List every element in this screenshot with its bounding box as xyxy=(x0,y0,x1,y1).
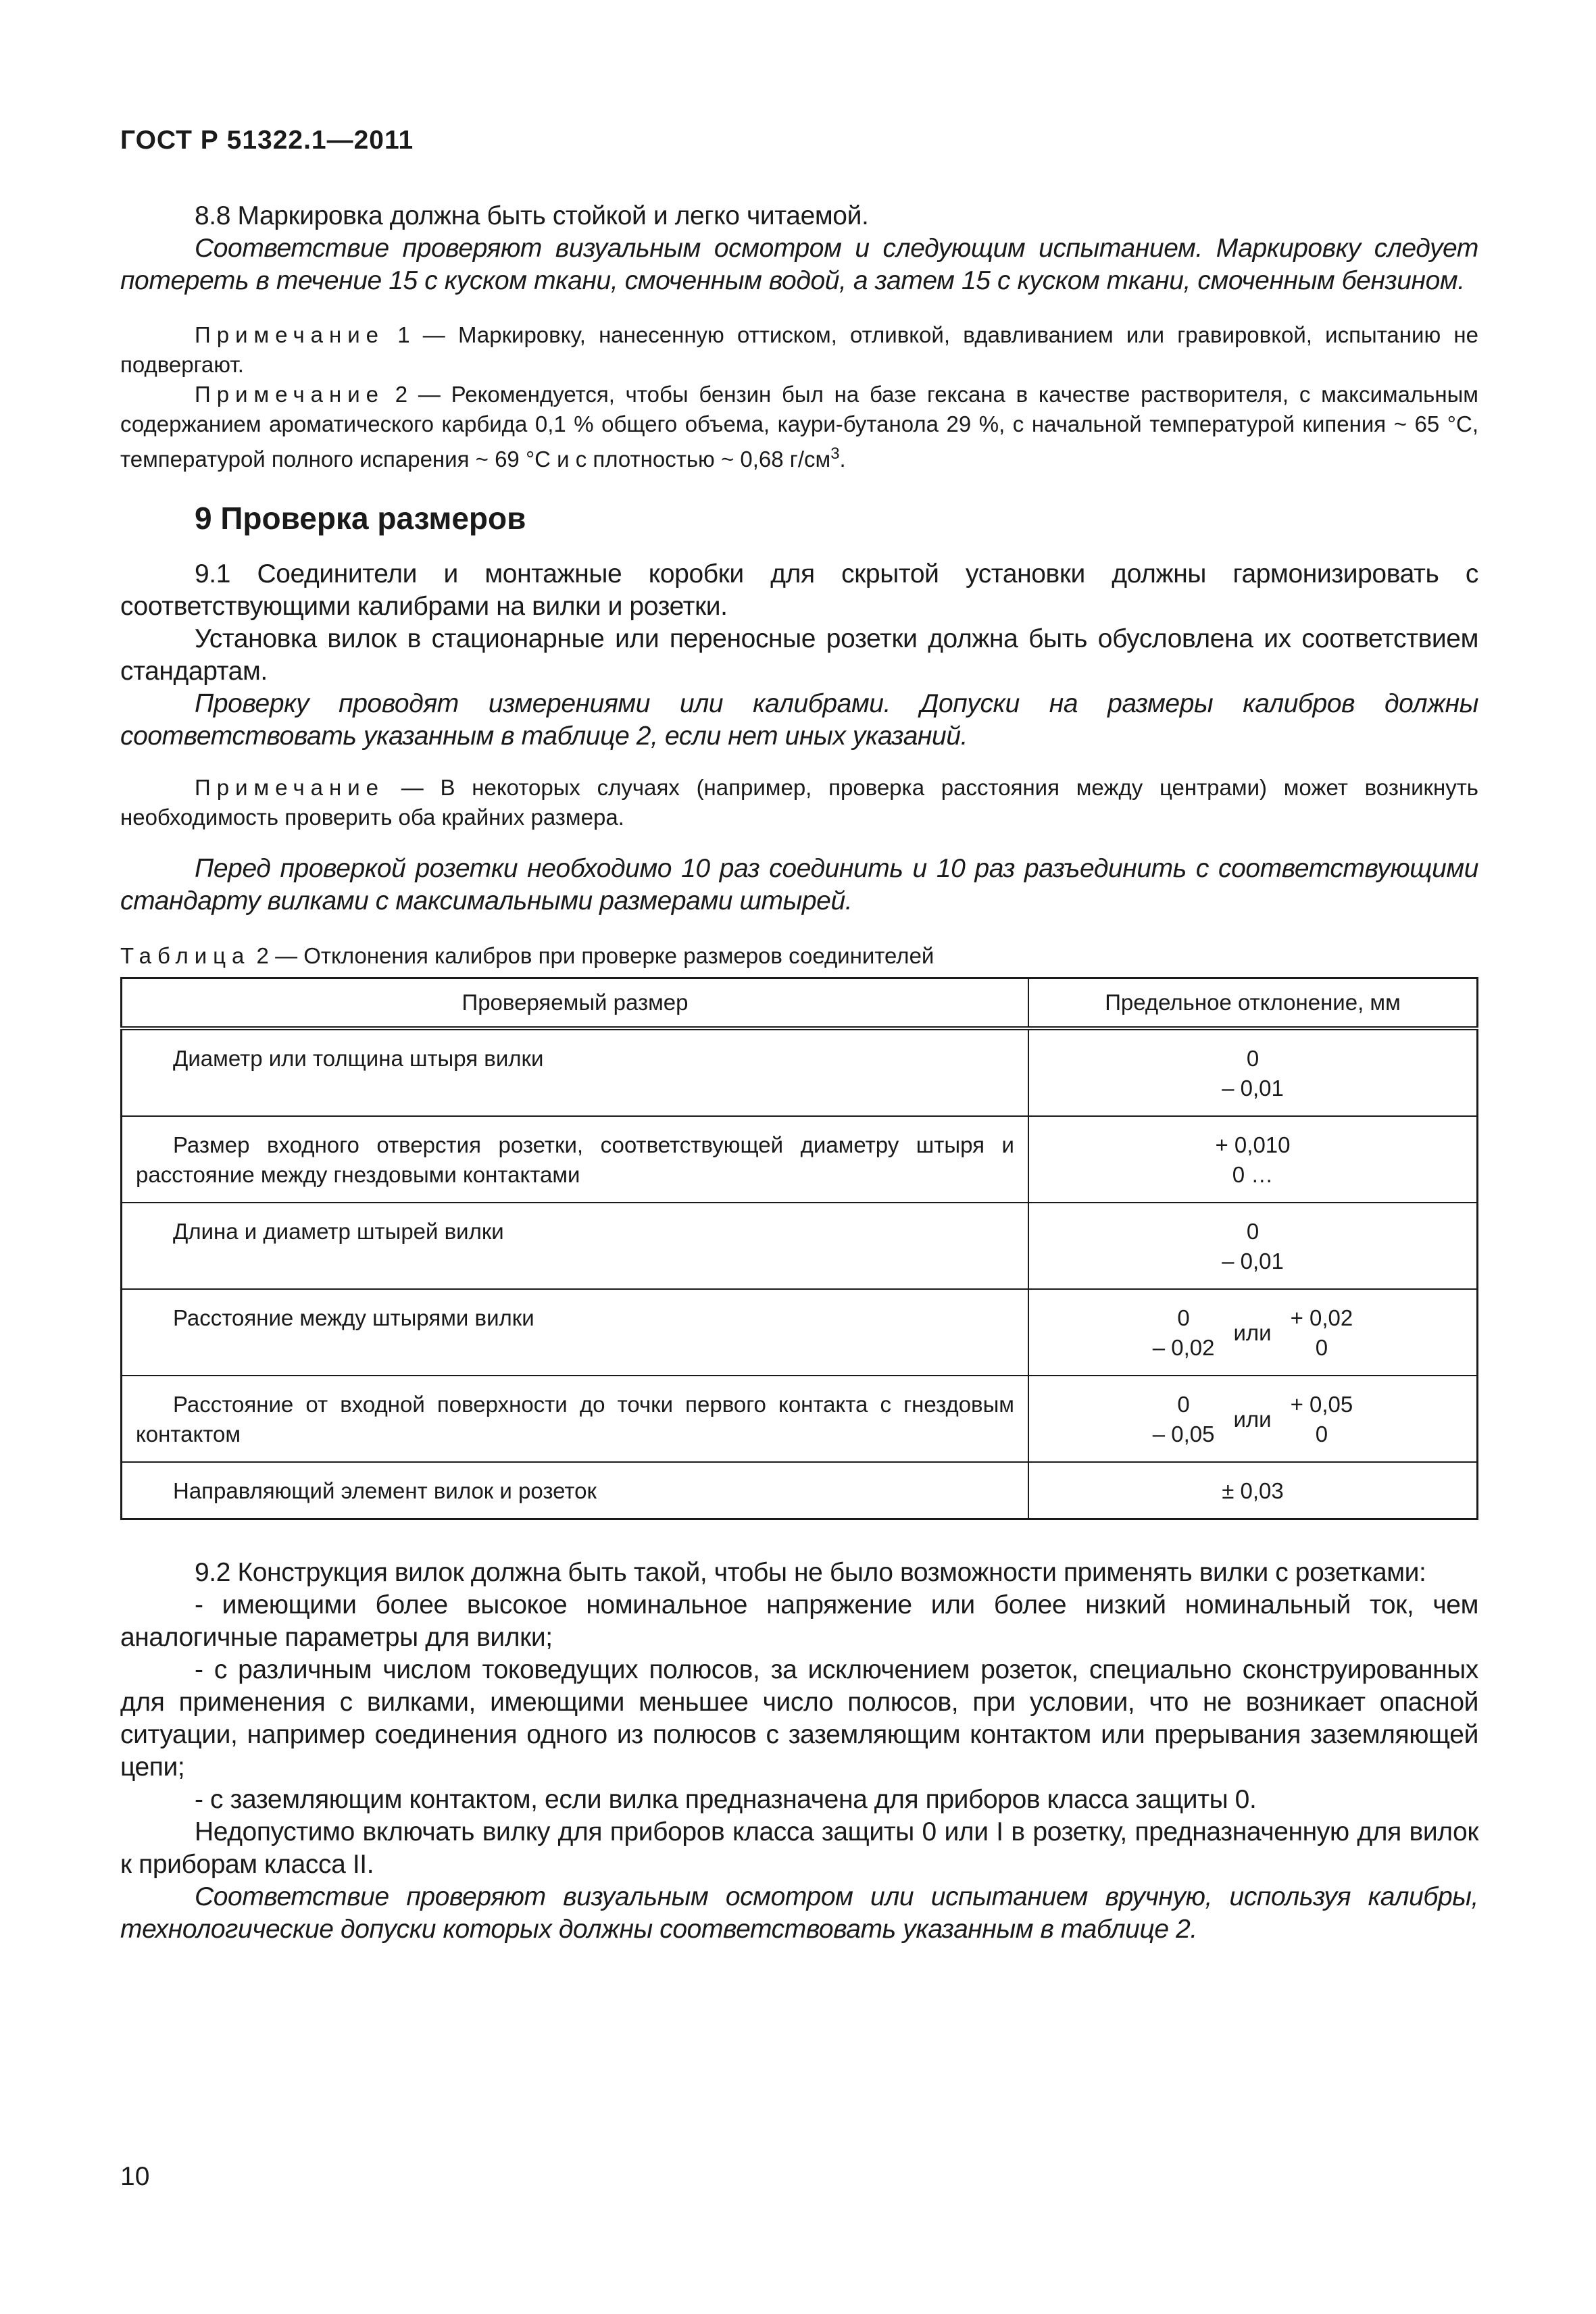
deviation-upper: + 0,02 xyxy=(1290,1305,1353,1330)
deviation-lower: 0 xyxy=(1315,1422,1328,1447)
deviation-value: ± 0,03 xyxy=(1222,1478,1284,1503)
table-cell-size: Направляющий элемент вилок и розеток xyxy=(122,1462,1029,1519)
page-number: 10 xyxy=(120,2162,150,2191)
table-2 xyxy=(120,977,1478,1520)
table-cell-size: Длина и диаметр штырей вилки xyxy=(122,1203,1029,1289)
deviation-lower: – 0,05 xyxy=(1152,1422,1215,1447)
clause-9-1-procedure: Перед проверкой розетки необходимо 10 раз соединить и 10 раз разъединить с соответствующими стандарту вилками с максимальными размерами штырей. xyxy=(120,854,1478,915)
clause-8-8: 8.8 Маркировка должна быть стойкой и легко читаемой. xyxy=(195,201,869,230)
clause-9-2-check: Соответствие проверяют визуальным осмотром или испытанием вручную, используя калибры, технологические допуски которых должны соответствовать указанным в таблице 2. xyxy=(120,1882,1478,1944)
deviation-option-b xyxy=(1291,1390,1353,1449)
note-1-text: 1 — Маркировку, нанесенную оттиском, отливкой, вдавливанием или гравировкой, испытанию не подвергают. xyxy=(120,322,1478,377)
clause-9-2-item-2: - с различным числом токоведущих полюсов, за исключением розеток, специально сконструированных для применения с вилками, имеющими меньшее число полюсов, при условии, что не возникает опасной ситуации, например соединения одного из полюсов с заземляющим контактом или прерывания заземляющей цепи; xyxy=(120,1655,1478,1782)
deviation-upper: 0 xyxy=(1246,1046,1260,1071)
clause-9-2: 9.2 Конструкция вилок должна быть такой, чтобы не было возможности применять вилки с розетками: xyxy=(195,1558,1426,1587)
deviation-alternatives xyxy=(1153,1390,1353,1449)
table-2-caption xyxy=(120,943,1478,969)
table-cell-deviation xyxy=(1028,1028,1478,1116)
or-label: или xyxy=(1233,1320,1272,1345)
note-1 xyxy=(120,320,1478,380)
deviation-alternatives xyxy=(1153,1303,1353,1363)
table-col-header-deviation: Предельное отклонение, мм xyxy=(1028,978,1478,1029)
table-row xyxy=(122,1028,1478,1116)
note-2 xyxy=(120,380,1478,474)
table-cell-deviation xyxy=(1028,1376,1478,1462)
or-label: или xyxy=(1233,1407,1272,1432)
document-code-header: ГОСТ Р 51322.1—2011 xyxy=(120,126,414,155)
note-9-1 xyxy=(120,773,1478,832)
table-cell-deviation xyxy=(1028,1116,1478,1203)
deviation-upper: + 0,05 xyxy=(1290,1392,1353,1417)
clause-9-1-p2: Установка вилок в стационарные или переносные розетки должна быть обусловлена их соответствием стандартам. xyxy=(120,624,1478,686)
deviation-option-b xyxy=(1291,1303,1353,1363)
deviation-lower: 0 … xyxy=(1232,1162,1274,1187)
clause-9-2-p5: Недопустимо включать вилку для приборов класса защиты 0 или I в розетку, предназначенную для вилок к приборам класса II. xyxy=(120,1817,1478,1879)
table-row xyxy=(122,1462,1478,1519)
note-2-superscript: 3 xyxy=(830,445,840,463)
note-9-1-text: — В некоторых случаях (например, проверка расстояния между центрами) может возникнуть необходимость проверить оба крайних размера. xyxy=(120,775,1478,830)
deviation-lower: – 0,01 xyxy=(1222,1076,1284,1101)
table-2-caption-text: 2 — Отклонения калибров при проверке размеров соединителей xyxy=(250,943,934,968)
note-2-text: 2 — Рекомендуется, чтобы бензин был на базе гексана в качестве растворителя, с максимальным содержанием ароматического карбида 0,1 % общего объема, каури-бутанола 29 %, с начальной температурой кипения ~ 65 °С, температурой полного испарения ~ 69 °С и с плотностью ~ 0,68 г/см xyxy=(120,382,1478,472)
table-row xyxy=(122,1289,1478,1376)
table-2-caption-label: Таблица xyxy=(120,943,251,968)
deviation-lower: – 0,02 xyxy=(1152,1335,1215,1360)
table-cell-size: Размер входного отверстия розетки, соответствующей диаметру штыря и расстояние между гнездовыми контактами xyxy=(122,1116,1029,1203)
clause-9-2-item-1: - имеющими более высокое номинальное напряжение или более низкий номинальный ток, чем аналогичные параметры для вилки; xyxy=(120,1590,1478,1652)
deviation-option-a xyxy=(1153,1390,1215,1449)
deviation-lower: 0 xyxy=(1315,1335,1328,1360)
clause-9-1-check: Проверку проводят измерениями или калибрами. Допуски на размеры калибров должны соответствовать указанным в таблице 2, если нет иных указаний. xyxy=(120,689,1478,751)
deviation-upper: 0 xyxy=(1246,1219,1260,1244)
clause-9-1: 9.1 Соединители и монтажные коробки для скрытой установки должны гармонизировать с соответствующими калибрами на вилки и розетки. xyxy=(120,559,1478,621)
table-col-header-size: Проверяемый размер xyxy=(122,978,1029,1029)
note-1-label: Примечание xyxy=(195,322,385,347)
table-cell-deviation xyxy=(1028,1462,1478,1519)
table-row xyxy=(122,1203,1478,1289)
deviation-option-a xyxy=(1153,1303,1215,1363)
table-row xyxy=(122,1376,1478,1462)
section-9-heading: 9 Проверка размеров xyxy=(195,501,526,536)
table-cell-size: Расстояние между штырями вилки xyxy=(122,1289,1029,1376)
table-row xyxy=(122,1116,1478,1203)
deviation-lower: – 0,01 xyxy=(1222,1249,1284,1274)
table-cell-deviation xyxy=(1028,1289,1478,1376)
clause-8-8-test: Соответствие проверяют визуальным осмотром и следующим испытанием. Маркировку следует потереть в течение 15 с куском ткани, смоченным водой, а затем 15 с куском ткани, смоченным бензином. xyxy=(120,234,1478,295)
page-content xyxy=(120,200,1478,1946)
table-cell-size: Диаметр или толщина штыря вилки xyxy=(122,1028,1029,1116)
note-2-label: Примечание xyxy=(195,382,385,407)
table-cell-size: Расстояние от входной поверхности до точки первого контакта с гнездовым контактом xyxy=(122,1376,1029,1462)
table-header-row xyxy=(122,978,1478,1029)
note-2-end: . xyxy=(839,447,846,472)
deviation-upper: 0 xyxy=(1177,1305,1190,1330)
table-cell-deviation xyxy=(1028,1203,1478,1289)
clause-9-2-item-3: - с заземляющим контактом, если вилка предназначена для приборов класса защиты 0. xyxy=(195,1785,1257,1814)
note-9-1-label: Примечание xyxy=(195,775,385,800)
deviation-upper: 0 xyxy=(1177,1392,1190,1417)
deviation-upper: + 0,010 xyxy=(1215,1132,1291,1157)
